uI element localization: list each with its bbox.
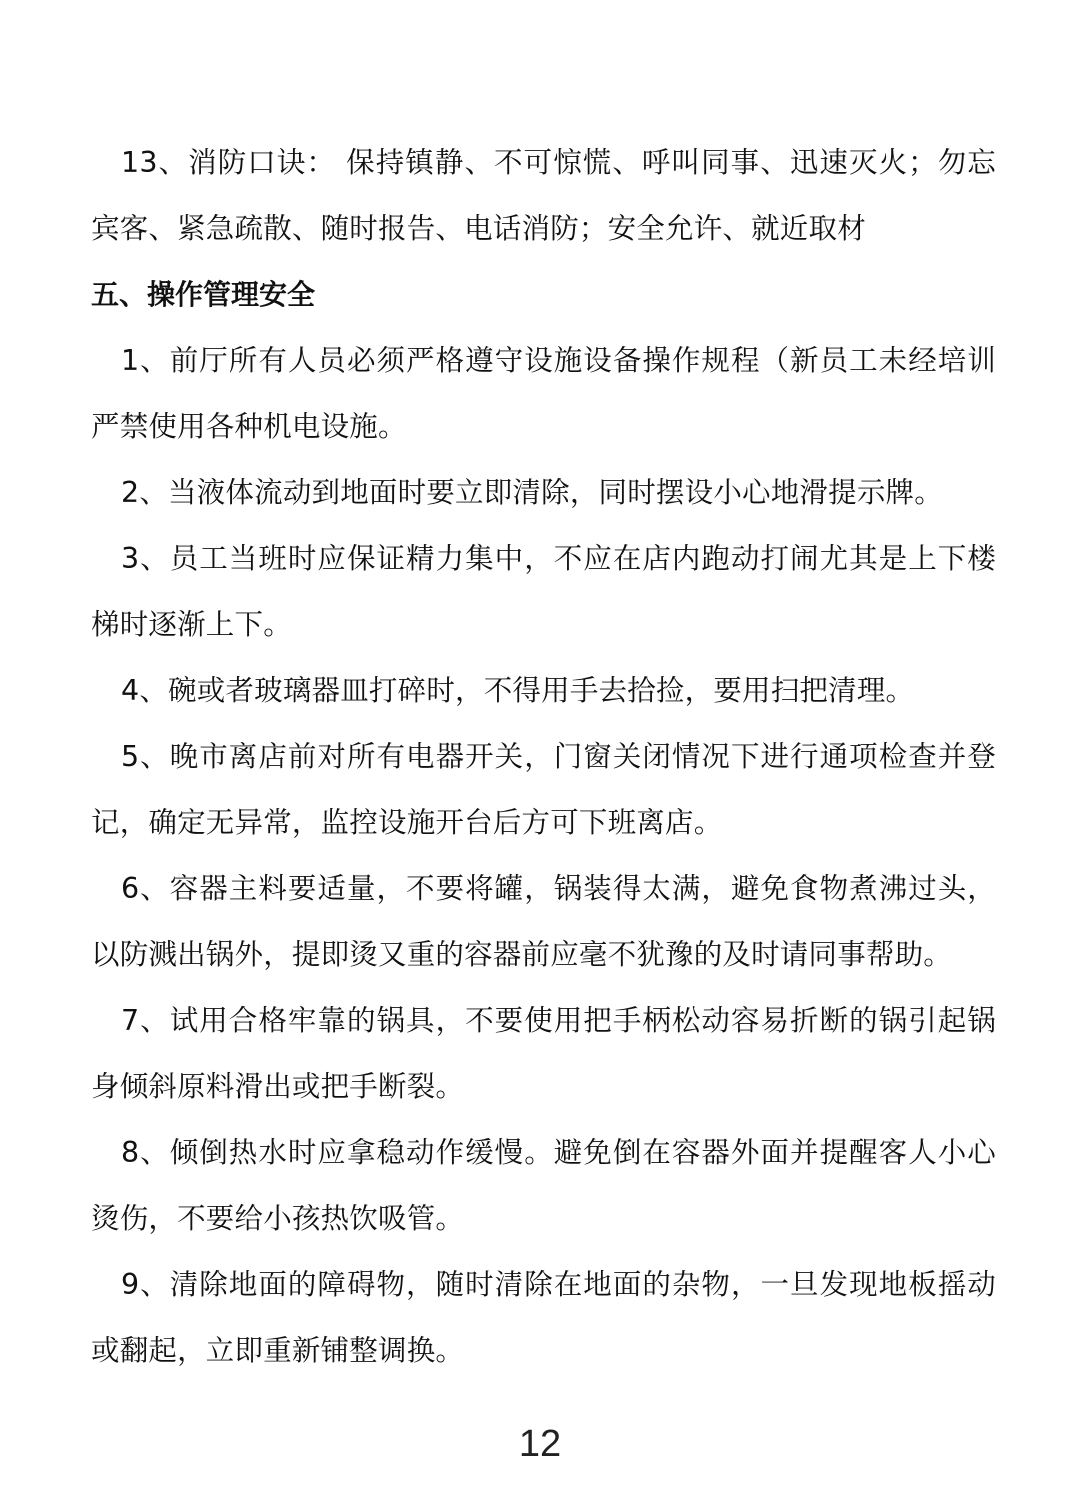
list-item: 3、员工当班时应保证精力集中，不应在店内跑动打闹尤其是上下楼梯时逐渐上下。 — [91, 542, 996, 641]
document-body — [91, 130, 996, 1384]
list-item: 7、试用合格牢靠的锅具，不要使用把手柄松动容易折断的锅引起锅身倾斜原料滑出或把手断裂。 — [91, 1004, 996, 1103]
list-item: 9、清除地面的障碍物，随时清除在地面的杂物，一旦发现地板摇动或翻起，立即重新铺整调换。 — [91, 1268, 996, 1367]
page-number: 12 — [518, 1423, 562, 1465]
list-item: 1、前厅所有人员必须严格遵守设施设备操作规程（新员工未经培训严禁使用各种机电设施。 — [91, 344, 996, 443]
list-item: 6、容器主料要适量，不要将罐，锅装得太满，避免食物煮沸过头，以防溅出锅外，提即烫又重的容器前应毫不犹豫的及时请同事帮助。 — [91, 872, 996, 971]
list-item: 2、当液体流动到地面时要立即清除，同时摆设小心地滑提示牌。 — [121, 476, 943, 509]
list-item: 5、晚市离店前对所有电器开关，门窗关闭情况下进行通项检查并登记，确定无异常，监控设施开台后方可下班离店。 — [91, 740, 996, 839]
list-item: 4、碗或者玻璃器皿打碎时，不得用手去拾捡，要用扫把清理。 — [121, 674, 915, 707]
paragraph-fire-slogan: 13、消防口诀： 保持镇静、不可惊慌、呼叫同事、迅速灭火；勿忘宾客、紧急疏散、随时报告、电话消防；安全允许、就近取材 — [91, 146, 996, 245]
section-heading: 五、操作管理安全 — [91, 278, 316, 311]
list-item: 8、倾倒热水时应拿稳动作缓慢。避免倒在容器外面并提醒客人小心烫伤，不要给小孩热饮吸管。 — [91, 1136, 996, 1235]
